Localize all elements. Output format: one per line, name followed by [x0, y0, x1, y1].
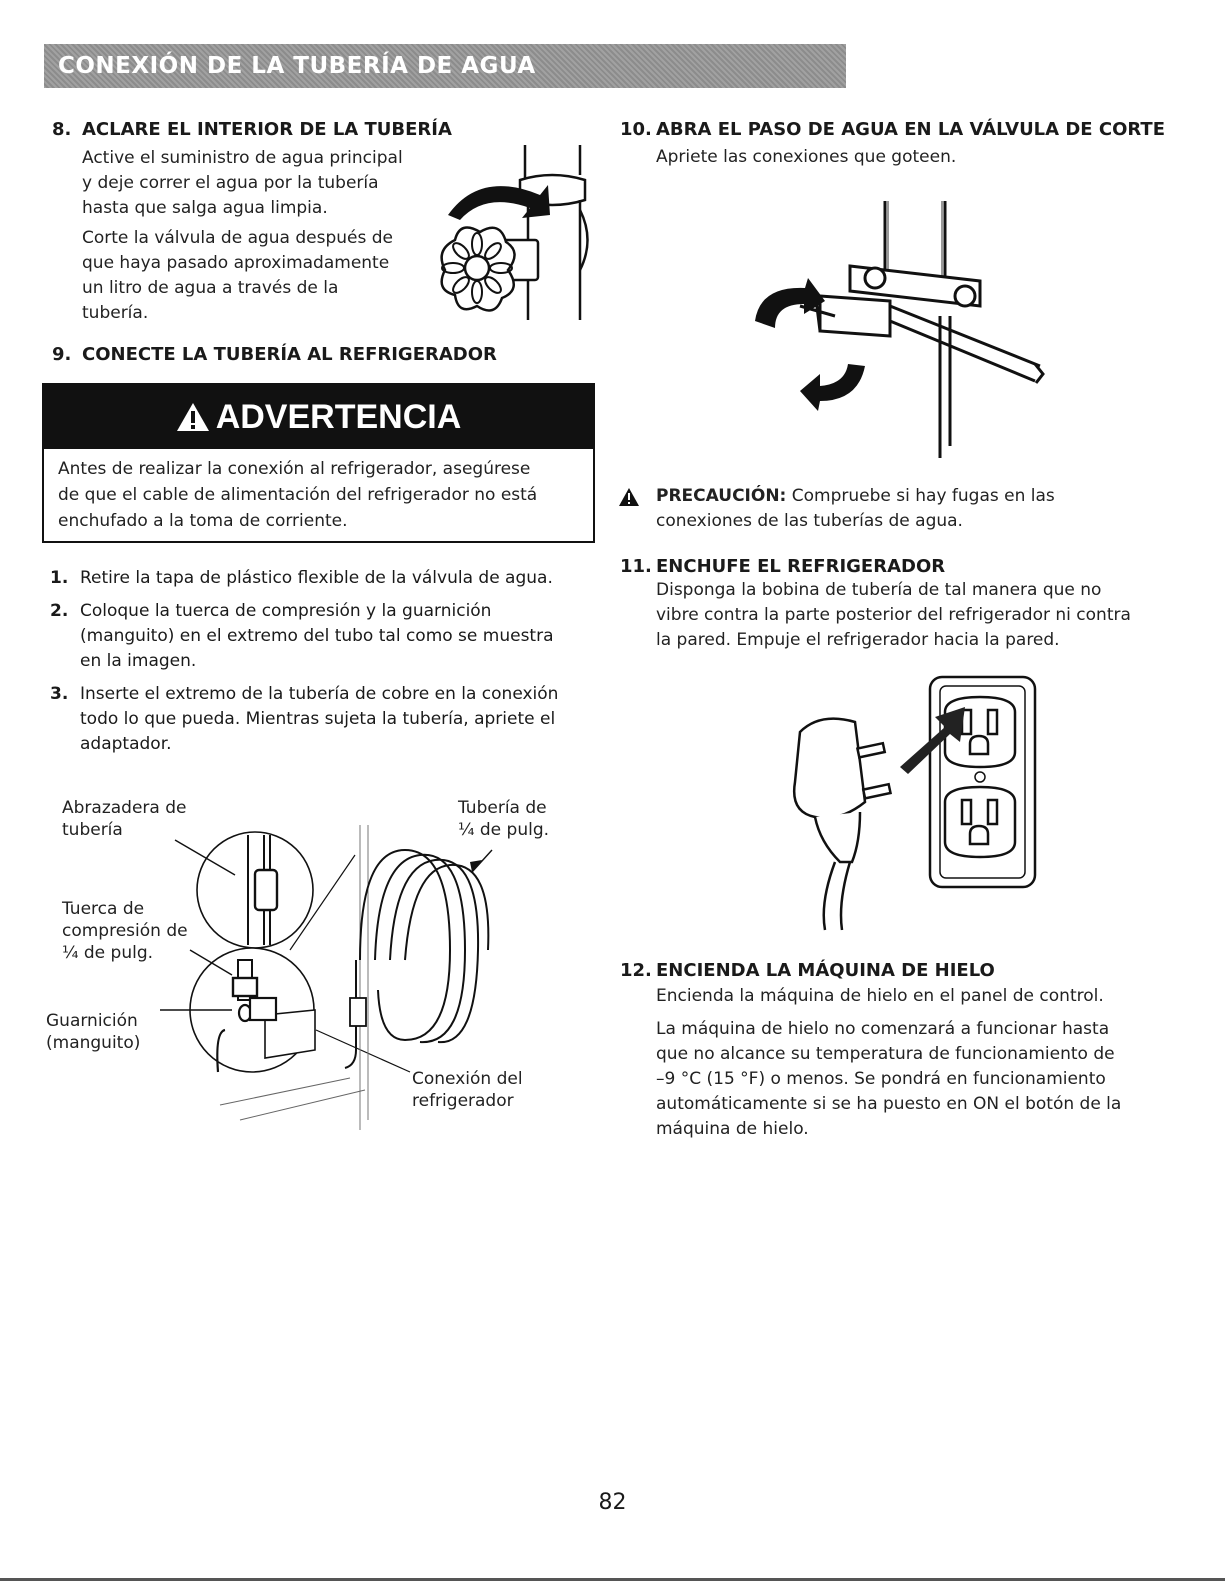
step-12-number: 12.	[620, 960, 652, 981]
substep-item	[42, 599, 602, 674]
text-line: adaptador.	[80, 734, 172, 754]
caution-block	[618, 484, 1178, 534]
text-line: que haya pasado aproximadamente	[82, 253, 390, 273]
text-line: ¼ de pulg.	[458, 820, 550, 840]
warning-text	[58, 456, 581, 534]
substep-item	[42, 566, 602, 591]
warning-triangle-icon	[176, 402, 210, 432]
step-11-title: ENCHUFE EL REFRIGERADOR	[656, 556, 946, 577]
step-12-title: ENCIENDA LA MÁQUINA DE HIELO	[656, 960, 995, 981]
step-8-paragraph-1	[82, 146, 403, 221]
text-line: La máquina de hielo no comenzará a funcionar hasta	[656, 1019, 1110, 1039]
tubing-connection-diagram	[120, 810, 540, 1130]
text-line: Coloque la tuerca de compresión y la guarnición	[80, 601, 492, 621]
step-12-paragraph-1: Encienda la máquina de hielo en el panel de control.	[656, 986, 1104, 1006]
text-line: y deje correr el agua por la tubería	[82, 173, 379, 193]
text-line: Disponga la bobina de tubería de tal manera que no	[656, 580, 1102, 600]
shutoff-valve-illustration	[740, 196, 1050, 458]
step-10-heading	[620, 119, 1165, 140]
text-line: Tuerca de	[62, 899, 145, 919]
text-line: Tubería de	[458, 798, 547, 818]
text-line: ¼ de pulg.	[62, 943, 154, 963]
text-line: automáticamente si se ha puesto en ON el botón de la	[656, 1094, 1122, 1114]
page-number: 82	[598, 1490, 627, 1515]
step-10-title: ABRA EL PASO DE AGUA EN LA VÁLVULA DE CORTE	[656, 119, 1165, 140]
text-line: máquina de hielo.	[656, 1119, 809, 1139]
step-9-number: 9.	[52, 344, 72, 365]
text-line: tubería	[62, 820, 123, 840]
text-line: un litro de agua a través de la	[82, 278, 339, 298]
text-line: conexiones de las tuberías de agua.	[656, 511, 963, 531]
text-line: compresión de	[62, 921, 188, 941]
substep-list	[42, 566, 602, 765]
step-8-title: ACLARE EL INTERIOR DE LA TUBERÍA	[82, 119, 452, 140]
step-12-heading	[620, 960, 995, 981]
text-line: enchufado a la toma de corriente.	[58, 511, 348, 531]
text-line: Retire la tapa de plástico flexible de la válvula de agua.	[80, 568, 553, 588]
text-line: de que el cable de alimentación del refrigerador no está	[58, 485, 538, 505]
text-line: la pared. Empuje el refrigerador hacia la pared.	[656, 630, 1060, 650]
step-9-title: CONECTE LA TUBERÍA AL REFRIGERADOR	[82, 344, 497, 365]
step-11-number: 11.	[620, 556, 652, 577]
plug-outlet-illustration	[780, 672, 1050, 934]
text-line: hasta que salga agua limpia.	[82, 198, 328, 218]
text-line: Antes de realizar la conexión al refrigerador, asegúrese	[58, 459, 531, 479]
substep-number: 2.	[50, 601, 69, 621]
bottom-rule	[0, 1578, 1225, 1581]
caution-label: PRECAUCIÓN:	[656, 486, 787, 506]
text-line: Inserte el extremo de la tubería de cobre en la conexión	[80, 684, 559, 704]
water-valve-illustration	[430, 140, 600, 325]
text-line: (manguito)	[46, 1033, 141, 1053]
text-line: que no alcance su temperatura de funcionamiento de	[656, 1044, 1115, 1064]
caution-triangle-icon	[618, 487, 640, 507]
step-8-paragraph-2	[82, 226, 393, 326]
text-line: Guarnición	[46, 1011, 138, 1031]
warning-title: ADVERTENCIA	[215, 398, 462, 436]
step-11-heading	[620, 556, 945, 577]
substep-item	[42, 682, 602, 757]
step-8-heading	[52, 119, 452, 140]
text-line: (manguito) en el extremo del tubo tal como se muestra	[80, 626, 554, 646]
warning-box	[42, 383, 595, 543]
text-line: en la imagen.	[80, 651, 197, 671]
text-line: vibre contra la parte posterior del refrigerador ni contra	[656, 605, 1131, 625]
text-line: Conexión del	[412, 1069, 523, 1089]
text-line: refrigerador	[412, 1091, 514, 1111]
text-line: tubería.	[82, 303, 149, 323]
step-10-text: Apriete las conexiones que goteen.	[656, 147, 957, 167]
step-8-number: 8.	[52, 119, 72, 140]
section-banner: CONEXIÓN DE LA TUBERÍA DE AGUA	[44, 44, 846, 88]
step-10-number: 10.	[620, 119, 652, 140]
step-12-paragraph-2	[656, 1017, 1121, 1142]
step-9-heading	[52, 344, 497, 365]
substep-number: 3.	[50, 684, 69, 704]
text-line: todo lo que pueda. Mientras sujeta la tubería, apriete el	[80, 709, 556, 729]
text-line: Compruebe si hay fugas en las	[791, 486, 1055, 506]
step-11-text	[656, 578, 1131, 653]
text-line: –9 °C (15 °F) o menos. Se pondrá en funcionamiento	[656, 1069, 1106, 1089]
text-line: Active el suministro de agua principal	[82, 148, 403, 168]
warning-header	[44, 385, 593, 449]
substep-number: 1.	[50, 568, 69, 588]
text-line: Corte la válvula de agua después de	[82, 228, 394, 248]
text-line: Abrazadera de	[62, 798, 187, 818]
